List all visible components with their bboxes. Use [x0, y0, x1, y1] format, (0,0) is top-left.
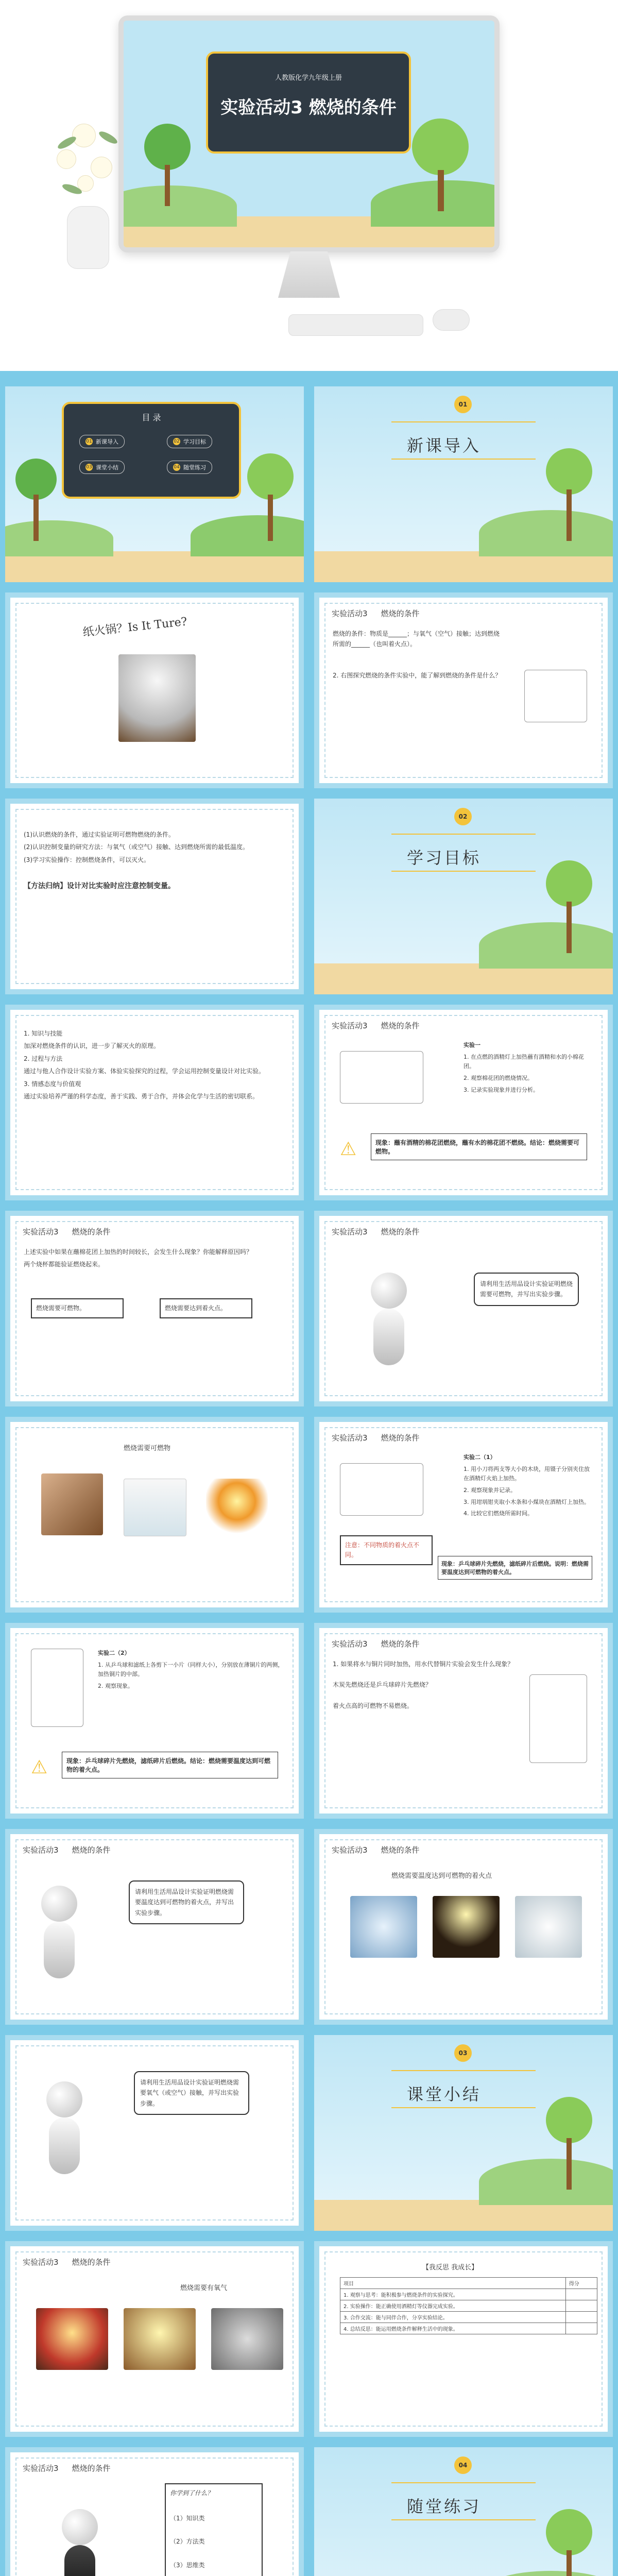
apparatus-diagram — [524, 670, 587, 722]
water-apparatus — [529, 1674, 587, 1763]
burner-photo — [211, 2308, 283, 2370]
ignition-caption: 燃烧需要温度达到可燃物的着火点 — [391, 1872, 492, 1880]
slide-reflection[interactable] — [314, 2241, 613, 2437]
header-topic: 燃烧的条件 — [72, 1227, 111, 1236]
review-board — [165, 2483, 263, 2576]
exp2-result: 现象：乒乓球碎片先燃烧，滤纸碎片后燃烧。说明：燃烧需要温度达到可燃物的着火点。 — [438, 1556, 592, 1580]
exp1-question-2: 两个烧杯都能验证燃烧起来。 — [24, 1261, 105, 1268]
slide-paper-pot[interactable] — [5, 592, 304, 788]
slide-fuel-photos[interactable] — [5, 1417, 304, 1613]
method-summary: 【方法归纳】设计对比实验时应注意控制变量。 — [24, 882, 175, 891]
intro-line-1: 燃烧的条件：物质是______；与氧气（空气）接触；达到燃烧所需的______（也叫着火点）。 — [333, 630, 500, 648]
review-item: （1）知识类 — [170, 2515, 205, 2522]
prep-line: 2. 过程与方法 — [24, 1055, 63, 1062]
slide-exp2[interactable] — [314, 1417, 613, 1613]
header-topic: 燃烧的条件 — [72, 1845, 111, 1855]
exp3-result: 现象：乒乓球碎片先燃烧，滤纸碎片后燃烧。结论：燃烧需要温度达到可燃物的着火点。 — [62, 1752, 278, 1778]
header-activity: 实验活动3 — [332, 1021, 368, 1030]
review-item: （2）方法类 — [170, 2538, 205, 2546]
slide-stickman-3[interactable] — [5, 2035, 304, 2231]
header-topic: 燃烧的条件 — [381, 1227, 420, 1236]
header-activity: 实验活动3 — [23, 1227, 59, 1236]
table-cell[interactable] — [565, 2300, 597, 2312]
section-number: 03 — [454, 2044, 472, 2062]
slide-stickman-1[interactable] — [314, 1211, 613, 1406]
exp2-line: 2. 观察现象并记录。 — [464, 1487, 516, 1494]
header-topic: 燃烧的条件 — [72, 2258, 111, 2267]
table-cell[interactable] — [565, 2312, 597, 2323]
section-number: 01 — [454, 396, 472, 413]
toc-item-4[interactable]: 04 随堂练习 — [167, 461, 212, 474]
section-title: 课堂小结 — [407, 2084, 482, 2104]
slide-exp3[interactable] — [5, 1623, 304, 1819]
oxygen-caption: 燃烧需要有氧气 — [180, 2284, 228, 2292]
slide-goals[interactable] — [5, 799, 304, 994]
fuel-caption: 燃烧需要可燃物 — [124, 1445, 171, 1452]
prep-line: 3. 情感态度与价值观 — [24, 1080, 81, 1088]
slide-oxygen-photos[interactable] — [5, 2241, 304, 2437]
exp1-title: 实验一 — [464, 1042, 480, 1048]
slide-intro[interactable] — [314, 592, 613, 788]
goal-1: (1)认识燃烧的条件，通过实验证明可燃物燃烧的条件。 — [24, 831, 175, 838]
cover-title: 实验活动3 燃烧的条件 — [220, 97, 397, 118]
section-title: 随堂练习 — [407, 2497, 482, 2516]
mouse-decoration — [433, 309, 470, 331]
toc-item-1[interactable]: 01 新课导入 — [79, 435, 125, 448]
slide-section-02[interactable] — [314, 799, 613, 994]
slide-review[interactable] — [5, 2447, 304, 2576]
exp1-line: 2. 观察棉花团的燃烧情况。 — [464, 1075, 533, 1082]
table-cell: 1. 观察与思考：能积极参与燃烧条件的实验探究。 — [340, 2289, 566, 2300]
header-activity: 实验活动3 — [23, 2464, 59, 2473]
note-ignition: 燃烧需要达到着火点。 — [160, 1298, 252, 1318]
header-topic: 燃烧的条件 — [381, 609, 420, 618]
slide-section-04[interactable] — [314, 2447, 613, 2576]
header-activity: 实验活动3 — [332, 609, 368, 618]
beaker-photo — [124, 1479, 186, 1536]
section-title: 新课导入 — [407, 436, 482, 455]
bowl-photo — [350, 1896, 417, 1958]
exp2-diagram — [340, 1463, 423, 1516]
header-activity: 实验活动3 — [332, 1227, 368, 1236]
match-photo — [41, 1473, 103, 1535]
slide-toc[interactable] — [5, 386, 304, 582]
paper-pot-photo — [118, 654, 196, 742]
water-question-3: 着火点高的可燃物不易燃烧。 — [333, 1702, 414, 1709]
exp1-diagram — [340, 1051, 423, 1104]
monitor-frame — [118, 15, 500, 252]
section-number: 02 — [454, 808, 472, 825]
header-activity: 实验活动3 — [332, 1433, 368, 1443]
header-activity: 实验活动3 — [332, 1639, 368, 1649]
exp1-question: 上述实验中如果在蘸棉花团上加热的时间较长，会发生什么现象？你能解释原因吗？ — [24, 1248, 253, 1256]
prep-line: 通过实验培养严谨的科学态度，善于实践、勇于合作，并体会化学与生活的密切联系。 — [24, 1092, 259, 1100]
slide-section-01[interactable] — [314, 386, 613, 582]
slide-heading: 纸火锅？Is It Ture? — [82, 615, 188, 639]
exp3-line: 2. 观察现象。 — [98, 1683, 133, 1690]
exp2-tip: 注意：不同物质的着火点不同。 — [340, 1535, 433, 1565]
slide-prep[interactable] — [5, 1005, 304, 1200]
exp3-title: 实验二（2） — [98, 1650, 130, 1656]
candle-jar-photo — [36, 2308, 108, 2370]
header-activity: 实验活动3 — [23, 1845, 59, 1855]
header-topic: 燃烧的条件 — [72, 2464, 111, 2473]
table-cell: 4. 总结反思：能运用燃烧条件解释生活中的现象。 — [340, 2323, 566, 2334]
review-board-title: 你学到了什么？ — [170, 2489, 214, 2497]
exp3-diagram — [31, 1649, 83, 1727]
header-activity: 实验活动3 — [332, 1845, 368, 1855]
slide-water-question[interactable] — [314, 1623, 613, 1819]
header-topic: 燃烧的条件 — [381, 1845, 420, 1855]
slide-exp1[interactable] — [314, 1005, 613, 1200]
exp1-line: 3. 记录实验现象并进行分析。 — [464, 1086, 539, 1093]
exp2-line: 4. 比较它们燃烧所需时间。 — [464, 1510, 533, 1517]
flame-photo — [206, 1479, 268, 1535]
toc-item-3[interactable]: 03 课堂小结 — [79, 461, 125, 474]
warning-icon: ⚠ — [340, 1139, 357, 1160]
toc-item-2[interactable]: 02 学习目标 — [167, 435, 212, 448]
exp1-line: 1. 在点燃的酒精灯上加热蘸有酒精和水的小棉花团。 — [464, 1053, 584, 1070]
note-fuel: 燃烧需要可燃物。 — [31, 1298, 124, 1318]
warning-icon: ⚠ — [31, 1757, 48, 1778]
vase-decoration — [57, 113, 118, 268]
water-question-1: 1. 如果将水与铜片同时加热，用水代替铜片实验会发生什么现象？ — [333, 1660, 514, 1668]
table-cell: 项目 — [340, 2278, 566, 2289]
header-topic: 燃烧的条件 — [381, 1433, 420, 1443]
exp3-line: 1. 从乒乓球和滤纸上各剪下一小片（同样大小），分别放在薄铜片的两侧，加热铜片的中部。 — [98, 1661, 284, 1678]
exp2-line: 3. 用坩埚钳夹取小木条和小煤块在酒精灯上加热。 — [464, 1498, 590, 1505]
stickman-board: 请利用生活用品设计实验证明燃烧需要可燃物，并写出实验步骤。 — [474, 1273, 579, 1306]
header-activity: 实验活动3 — [23, 2258, 59, 2267]
reflection-title: 【我反思 我成长】 — [422, 2264, 478, 2272]
table-cell: 3. 合作交流：能与同伴合作，分享实验结论。 — [340, 2312, 566, 2323]
glass-photo — [515, 1896, 582, 1958]
exp1-result: 现象：蘸有酒精的棉花团燃烧，蘸有水的棉花团不燃烧。结论：燃烧需要可燃物。 — [371, 1133, 587, 1160]
slide-stickman-2[interactable] — [5, 1829, 304, 2025]
exp2-line: 1. 用小刀将两支等大小的木块，用镊子分别夹住放在酒精灯火焰上加热。 — [464, 1465, 590, 1482]
candle-photo-2 — [124, 2308, 196, 2370]
water-question-2: 木炭先燃烧还是乒乓球碎片先燃烧？ — [333, 1681, 432, 1689]
prep-line: 加深对燃烧条件的认识，进一步了解灭火的原理。 — [24, 1042, 160, 1050]
slide-ignition-photos[interactable] — [314, 1829, 613, 2025]
review-item: （3）思维类 — [170, 2561, 205, 2569]
prep-line: 通过与他人合作设计实验方案、体验实验探究的过程，学会运用控制变量设计对比实验。 — [24, 1067, 265, 1075]
goal-2: (2)认识控制变量的研究方法：与氧气（或空气）接触、达到燃烧所需的最低温度。 — [24, 843, 249, 851]
slide-exp1-question[interactable] — [5, 1211, 304, 1406]
header-topic: 燃烧的条件 — [381, 1021, 420, 1030]
goal-3: (3)学习实验操作：控制燃烧条件，可以灭火。 — [24, 856, 150, 863]
cover-subtitle: 人教版化学九年级上册 — [274, 74, 342, 82]
toc-title: 目 录 — [142, 413, 161, 422]
table-cell: 得分 — [565, 2278, 597, 2289]
stickman-board: 请利用生活用品设计实验证明燃烧需要温度达到可燃物的着火点，并写出实验步骤。 — [129, 1880, 244, 1924]
exp2-title: 实验二（1） — [464, 1454, 496, 1461]
slide-section-03[interactable] — [314, 2035, 613, 2231]
table-cell: 2. 实验操作：能正确使用酒精灯等仪器完成实验。 — [340, 2300, 566, 2312]
prep-line: 1. 知识与技能 — [24, 1030, 63, 1037]
header-topic: 燃烧的条件 — [381, 1639, 420, 1649]
reflection-table — [340, 2277, 597, 2334]
keyboard-decoration — [288, 314, 423, 336]
intro-line-2: 2. 右图探究燃烧的条件实验中，能了解到燃烧的条件是什么？ — [333, 671, 502, 679]
section-title: 学习目标 — [407, 848, 482, 868]
section-number: 04 — [454, 2456, 472, 2474]
table-cell[interactable] — [565, 2323, 597, 2334]
candle-photo — [433, 1896, 500, 1958]
table-cell[interactable] — [565, 2289, 597, 2300]
cover-mockup — [0, 0, 618, 371]
stickman-board: 请利用生活用品设计实验证明燃烧需要氧气（或空气）接触，并写出实验步骤。 — [134, 2071, 249, 2115]
